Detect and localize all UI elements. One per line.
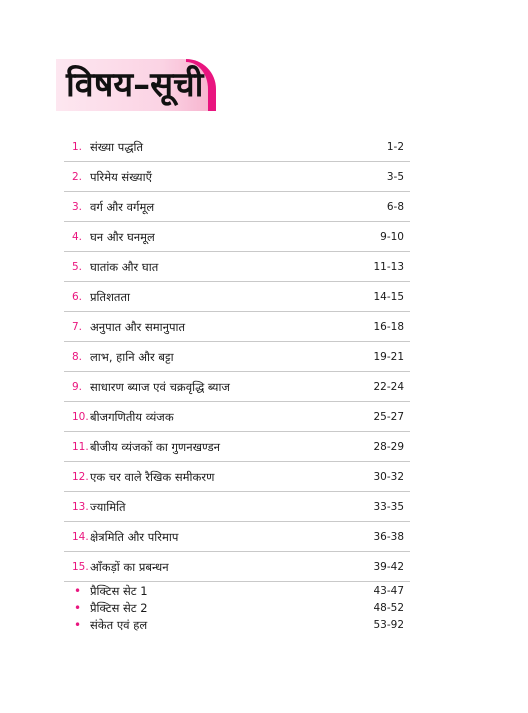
- toc-row[interactable]: [64, 312, 410, 342]
- toc-row[interactable]: [64, 252, 410, 282]
- toc-number: 10.: [72, 411, 89, 423]
- toc-label: घातांक और घात: [90, 260, 159, 274]
- toc-row[interactable]: [64, 522, 410, 552]
- toc-label: एक चर वाले रैखिक समीकरण: [90, 470, 215, 484]
- toc-row[interactable]: [64, 222, 410, 252]
- toc-number: 4.: [72, 231, 83, 243]
- toc-label: बीजगणितीय व्यंजक: [90, 410, 174, 424]
- toc-pages: 30-32: [373, 471, 404, 483]
- toc-pages: 28-29: [373, 441, 404, 453]
- toc-label: घन और घनमूल: [90, 230, 155, 244]
- toc-pages: 16-18: [373, 321, 404, 333]
- toc-pages: 11-13: [373, 261, 404, 273]
- toc-number: 11.: [72, 441, 89, 453]
- toc-row[interactable]: [64, 342, 410, 372]
- toc-number: 14.: [72, 531, 89, 543]
- toc-label: बीजीय व्यंजकों का गुणनखण्डन: [90, 440, 221, 454]
- toc-pages: 33-35: [373, 501, 404, 513]
- toc-row[interactable]: [64, 402, 410, 432]
- toc-label: क्षेत्रमिति और परिमाप: [90, 530, 179, 544]
- toc-label: वर्ग और वर्गमूल: [90, 200, 155, 214]
- toc-number: 7.: [72, 321, 83, 333]
- toc-number: 2.: [72, 171, 83, 183]
- toc-number: 8.: [72, 351, 83, 363]
- toc-number: 9.: [72, 381, 83, 393]
- toc-label: अनुपात और समानुपात: [90, 320, 186, 334]
- toc-number: 5.: [72, 261, 83, 273]
- toc-label: लाभ, हानि और बट्टा: [90, 350, 174, 364]
- toc-pages: 19-21: [373, 351, 404, 363]
- toc-pages: 14-15: [373, 291, 404, 303]
- extras-label: प्रैक्टिस सेट 1: [90, 584, 148, 598]
- toc-pages: 9-10: [380, 231, 404, 243]
- toc-pages: 3-5: [386, 171, 404, 183]
- toc-row[interactable]: [64, 192, 410, 222]
- toc-pages: 1-2: [386, 141, 404, 153]
- extras-pages: 43-47: [373, 585, 404, 597]
- toc-number: 15.: [72, 561, 89, 573]
- extras-item[interactable]: [64, 583, 410, 600]
- bullet-icon: •: [74, 601, 82, 615]
- toc-pages: 36-38: [373, 531, 404, 543]
- toc-number: 1.: [72, 141, 83, 153]
- extras-pages: 53-92: [373, 619, 404, 631]
- toc-number: 12.: [72, 471, 89, 483]
- toc-number: 3.: [72, 201, 83, 213]
- extras-pages: 48-52: [373, 602, 404, 614]
- extras-list: [64, 583, 410, 634]
- toc-number: 13.: [72, 501, 89, 513]
- toc-pages: 25-27: [373, 411, 404, 423]
- extras-item[interactable]: [64, 600, 410, 617]
- toc-label: परिमेय संख्याएँ: [90, 170, 152, 184]
- toc-row[interactable]: [64, 552, 410, 582]
- toc-pages: 22-24: [373, 381, 404, 393]
- extras-label: संकेत एवं हल: [90, 618, 148, 632]
- toc-row[interactable]: [64, 372, 410, 402]
- toc-pages: 39-42: [373, 561, 404, 573]
- toc-row[interactable]: [64, 282, 410, 312]
- page-title: विषय–सूची: [66, 65, 204, 105]
- extras-label: प्रैक्टिस सेट 2: [90, 601, 148, 615]
- toc-row[interactable]: [64, 132, 410, 162]
- toc-label: साधारण ब्याज एवं चक्रवृद्धि ब्याज: [90, 380, 230, 394]
- extras-item[interactable]: [64, 617, 410, 634]
- bullet-icon: •: [74, 618, 82, 632]
- table-of-contents: [64, 132, 410, 582]
- toc-row[interactable]: [64, 492, 410, 522]
- bullet-icon: •: [74, 584, 82, 598]
- toc-label: संख्या पद्धति: [90, 140, 144, 154]
- toc-row[interactable]: [64, 462, 410, 492]
- toc-row[interactable]: [64, 162, 410, 192]
- toc-pages: 6-8: [386, 201, 404, 213]
- toc-label: आँकड़ों का प्रबन्धन: [90, 560, 169, 574]
- toc-number: 6.: [72, 291, 83, 303]
- toc-label: ज्यामिति: [90, 500, 126, 514]
- toc-row[interactable]: [64, 432, 410, 462]
- toc-label: प्रतिशतता: [90, 290, 130, 304]
